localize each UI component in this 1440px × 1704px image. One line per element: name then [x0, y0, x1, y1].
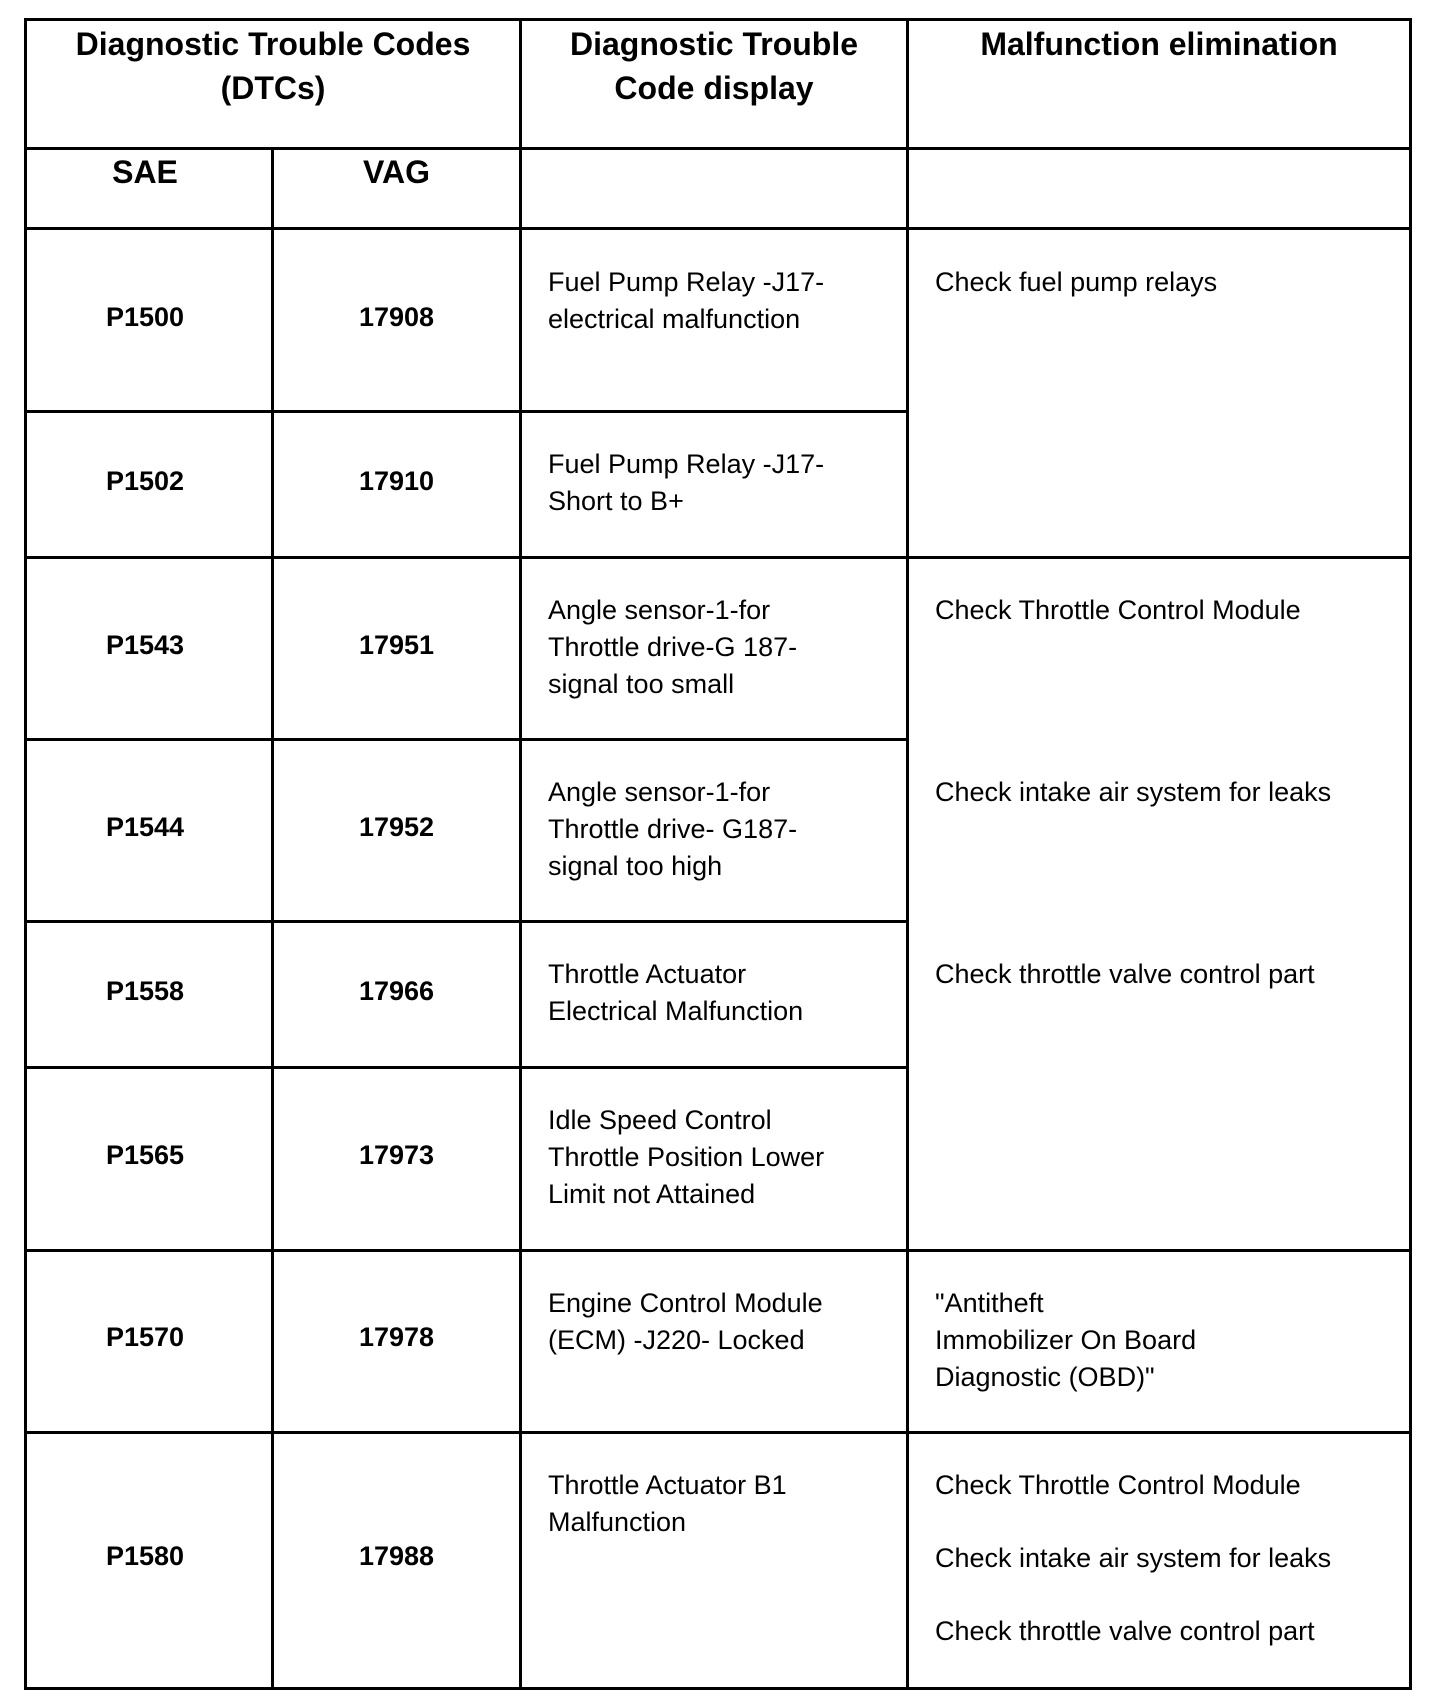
header-display-title: [522, 22, 906, 110]
text-line: Throttle Position Lower: [548, 1142, 825, 1172]
row-divider: [24, 920, 908, 923]
header-fix-title-line: Malfunction elimination: [980, 26, 1338, 62]
text-line: Engine Control Module: [548, 1288, 823, 1318]
row-divider: [24, 556, 1412, 559]
sae-code: P1543: [105, 630, 185, 660]
text-line: signal too small: [548, 669, 735, 699]
header-fix-title: [909, 22, 1409, 66]
row-divider: [24, 1249, 1412, 1252]
text-line: Fuel Pump Relay -J17-: [548, 267, 825, 297]
text-line: electrical malfunction: [548, 304, 801, 334]
sae-code: P1500: [105, 302, 185, 332]
text-line: Electrical Malfunction: [548, 996, 804, 1026]
text-line: Idle Speed Control: [548, 1105, 772, 1135]
text-line: Throttle drive-G 187-: [548, 632, 798, 662]
text-line: Angle sensor-1-for: [548, 777, 771, 807]
vag-code: 17966: [358, 976, 435, 1006]
vag-code: 17910: [358, 466, 435, 496]
table-border-bottom: [24, 1687, 1412, 1690]
remedy-fuel-pump: Check fuel pump relays: [935, 267, 1218, 297]
remedy-p1580-throttle-control: Check Throttle Control Module: [935, 1470, 1301, 1500]
vag-code: 17978: [358, 1322, 435, 1352]
row-divider: [24, 1066, 908, 1069]
text-line: (ECM) -J220- Locked: [548, 1325, 805, 1355]
row-divider: [24, 1431, 1412, 1434]
vag-code: 17908: [358, 302, 435, 332]
header-display-title-line: Diagnostic Trouble: [569, 26, 859, 62]
header-vag: VAG: [363, 154, 430, 190]
row-divider: [24, 738, 908, 741]
code-display-text: [548, 1285, 898, 1359]
text-line: Short to B+: [548, 486, 684, 516]
text-line: Malfunction: [548, 1507, 687, 1537]
sae-code: P1502: [105, 466, 185, 496]
text-line: Throttle Actuator: [548, 959, 747, 989]
remedy-throttle-valve: Check throttle valve control part: [935, 959, 1315, 989]
col-divider-fix: [906, 18, 909, 1690]
remedy-intake-leaks: Check intake air system for leaks: [935, 777, 1332, 807]
code-display-text: [548, 1102, 898, 1213]
vag-code: 17952: [358, 812, 435, 842]
table-border-left: [24, 18, 27, 1690]
sae-code: P1570: [105, 1322, 185, 1352]
vag-code: 17951: [358, 630, 435, 660]
header-dtc-title-line: Diagnostic Trouble Codes: [75, 26, 471, 62]
col-divider-display: [519, 18, 522, 1690]
header-dtc-title-line: (DTCs): [220, 70, 326, 106]
code-display-text: [548, 1467, 898, 1541]
text-line: signal too high: [548, 851, 723, 881]
sae-code: P1580: [105, 1541, 185, 1571]
header-display-title-line: Code display: [614, 70, 814, 106]
table-border-right: [1409, 18, 1412, 1690]
text-line: Throttle Actuator B1: [548, 1470, 787, 1500]
remedy-p1580-throttle-valve: Check throttle valve control part: [935, 1616, 1315, 1646]
header-sae: SAE: [112, 154, 178, 190]
col-divider-vag: [271, 148, 274, 1690]
code-display-text: [548, 264, 898, 338]
code-display-text: [548, 592, 898, 703]
text-line: Diagnostic (OBD)": [935, 1362, 1155, 1392]
remedy-immobilizer: [935, 1285, 1405, 1396]
remedy-throttle-control: Check Throttle Control Module: [935, 595, 1301, 625]
sae-code: P1558: [105, 976, 185, 1006]
text-line: "Antitheft: [935, 1288, 1044, 1318]
header-dtc-title: [27, 22, 519, 110]
row-divider: [24, 227, 1412, 230]
sae-code: P1565: [105, 1140, 185, 1170]
vag-code: 17988: [358, 1541, 435, 1571]
code-display-text: [548, 774, 898, 885]
text-line: Throttle drive- G187-: [548, 814, 798, 844]
text-line: Limit not Attained: [548, 1179, 756, 1209]
code-display-text: [548, 446, 898, 520]
code-display-text: [548, 956, 898, 1030]
text-line: Fuel Pump Relay -J17-: [548, 449, 825, 479]
text-line: Angle sensor-1-for: [548, 595, 771, 625]
sae-code: P1544: [105, 812, 185, 842]
row-divider: [24, 410, 908, 413]
table-border-top: [24, 18, 1412, 21]
text-line: Immobilizer On Board: [935, 1325, 1197, 1355]
remedy-p1580-intake-leaks: Check intake air system for leaks: [935, 1543, 1332, 1573]
vag-code: 17973: [358, 1140, 435, 1170]
